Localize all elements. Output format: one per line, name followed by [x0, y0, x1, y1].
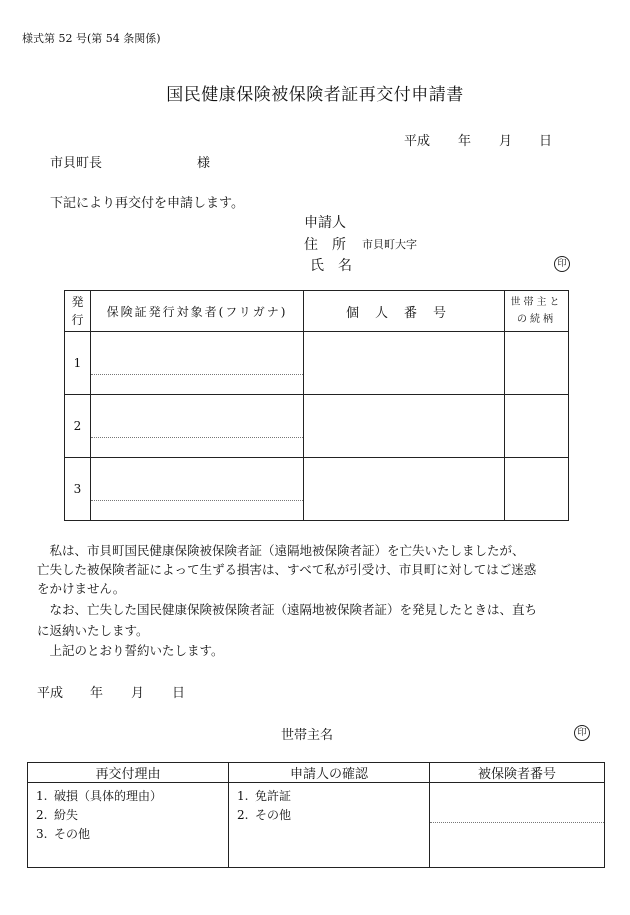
- list-item[interactable]: [36, 787, 228, 806]
- document-title: 国民健康保険被保険者証再交付申請書: [166, 85, 464, 105]
- confirmation-cell: [229, 783, 430, 868]
- address-label: 住所: [304, 237, 360, 253]
- pledge-line-5: に返納いたします。: [37, 623, 149, 638]
- item-number: 2.: [237, 808, 249, 822]
- furigana-line: [91, 478, 303, 501]
- target-name-cell[interactable]: [91, 458, 304, 521]
- bottom-date-year: 年: [90, 686, 104, 701]
- personal-number-cell[interactable]: [304, 458, 505, 521]
- personal-number-cell[interactable]: [304, 332, 505, 395]
- furigana-line: [91, 415, 303, 438]
- relation-cell[interactable]: [505, 332, 569, 395]
- applicant-label: 申請人: [304, 215, 346, 231]
- insured-number-line: [430, 802, 604, 823]
- pledge-line-4: なお、亡失した国民健康保険被保険者証（遠隔地被保険者証）を発見したときは、直ち: [37, 602, 538, 617]
- table-row: [65, 458, 569, 521]
- header-relation-label: 世帯主との続柄: [510, 297, 563, 325]
- date-month: 月: [499, 134, 513, 149]
- date-era: 平成: [404, 134, 431, 149]
- pledge-line-3: をかけません。: [37, 581, 126, 596]
- item-text: 免許証: [255, 789, 292, 803]
- target-name-cell[interactable]: [91, 332, 304, 395]
- item-text: その他: [255, 808, 292, 822]
- bottom-date-day: 日: [172, 686, 186, 701]
- addressee-honorific: 様: [197, 156, 211, 171]
- header-issue-label: 発行: [71, 295, 84, 327]
- item-text: その他: [54, 827, 91, 841]
- insured-persons-table: [64, 290, 569, 521]
- table-row: [65, 332, 569, 395]
- list-item[interactable]: [237, 787, 429, 806]
- form-number: 様式第 52 号(第 54 条関係): [22, 32, 161, 45]
- item-text: 紛失: [54, 808, 79, 822]
- insured-number-cell[interactable]: [430, 783, 605, 868]
- date-year: 年: [458, 134, 472, 149]
- furigana-line: [91, 352, 303, 375]
- list-item[interactable]: [36, 825, 228, 844]
- row-number: 1: [65, 332, 91, 395]
- pledge-line-1: 私は、市貝町国民健康保険被保険者証（遠隔地被保険者証）を亡失いたしましたが、: [37, 543, 525, 558]
- relation-cell[interactable]: [505, 395, 569, 458]
- reissue-info-table: [27, 762, 605, 868]
- item-number: 1.: [36, 789, 48, 803]
- bottom-date-month: 月: [131, 686, 145, 701]
- item-number: 1.: [237, 789, 249, 803]
- pledge-line-6: 上記のとおり誓約いたします。: [37, 643, 224, 658]
- list-item[interactable]: [36, 806, 228, 825]
- item-number: 2.: [36, 808, 48, 822]
- header-reason: 再交付理由: [28, 763, 229, 783]
- date-day: 日: [539, 134, 553, 149]
- header-target: 保険証発行対象者(フリガナ): [91, 291, 304, 332]
- household-head-label: 世帯主名: [281, 728, 334, 743]
- header-personal-number: 個人番号: [304, 291, 505, 332]
- header-issue: [65, 291, 91, 332]
- header-confirmation: 申請人の確認: [229, 763, 430, 783]
- seal-icon: 印: [574, 725, 590, 741]
- list-item[interactable]: [237, 806, 429, 825]
- row-number: 3: [65, 458, 91, 521]
- reason-table-body: [28, 783, 605, 868]
- addressee-mayor: 市貝町長: [50, 156, 103, 171]
- seal-icon: 印: [554, 256, 570, 272]
- request-text: 下記により再交付を申請します。: [50, 196, 244, 211]
- address-value: 市貝町大字: [362, 238, 417, 251]
- item-text: 破損（具体的理由）: [54, 789, 163, 803]
- name-label: 氏名: [310, 258, 366, 274]
- row-number: 2: [65, 395, 91, 458]
- personal-number-cell[interactable]: [304, 395, 505, 458]
- reason-cell: [28, 783, 229, 868]
- table-header-row: [65, 291, 569, 332]
- reason-table-header: [28, 763, 605, 783]
- header-relation: [505, 291, 569, 332]
- relation-cell[interactable]: [505, 458, 569, 521]
- pledge-line-2: 亡失した被保険者証によって生ずる損害は、すべて私が引受け、市貝町に対してはご迷惑: [37, 562, 537, 577]
- item-number: 3.: [36, 827, 48, 841]
- bottom-date-era: 平成: [37, 686, 64, 701]
- target-name-cell[interactable]: [91, 395, 304, 458]
- table-row: [65, 395, 569, 458]
- header-insured-number: 被保険者番号: [430, 763, 605, 783]
